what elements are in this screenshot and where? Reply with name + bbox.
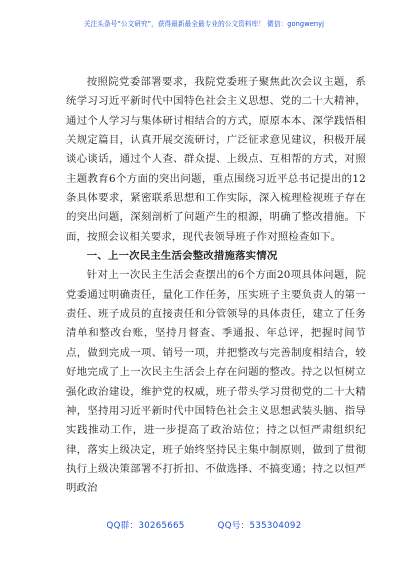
footer-qq-group: QQ群：30265665: [106, 521, 185, 531]
section-paragraph: 针对上一次民主生活会查摆出的6个方面20项具体问题，院党委通过明确责任，量化工作任务，压实班子主要负责人的第一责任、班子成员的直接责任和分管领导的具体责任，建立了任务清单和整改台账，坚持月督查、季通报、年总评，把握时间节点，做到完成一项、销号一项，并把整改与完善制度相结合，较好地完成了上一次民主生活会上存在问题的整改。持之以恒树立强化政治建设，维护党的权威，班子带头学习贯彻党的二十大精神，坚持用习近平新时代中国特色社会主义思想武装头脑、指导实践推动工作，进一步提高了政治站位；持之以恒严肃组织纪律，落实上级决定，班子始终坚持民主集中制原则，做到了贯彻执行上级决策部署不打折扣、不做选择、不搞变通；持之以恒严明政治: [66, 269, 366, 495]
footer: [0, 519, 408, 531]
document-body: [66, 73, 366, 499]
section-heading: 一、上一次民主生活会整改措施落实情况: [86, 250, 278, 263]
footer-qq: QQ号：535304092: [217, 521, 302, 531]
header-note: 关注头条号“公文研究”，获得最新最全最专业的公文资料库！ 微信：gongwenyj: [83, 20, 325, 28]
intro-paragraph: 按照院党委部署要求，我院党委班子聚焦此次会议主题，系统学习习近平新时代中国特色社会主义思想、党的二十大精神，通过个人学习与集体研讨相结合的方式，原原本本、深学践悟相关规定篇目，认真开展交流研讨，广泛征求意见建议，积极开展谈心谈话，通过个人查、群众提、上级点、互相帮的方式，对照主题教育6个方面的突出问题，重点围绕习近平总书记提出的12条具体要求，紧密联系思想和工作实际，深入梳理检视班子存在的突出问题，深刻剖析了问题产生的根源，明确了整改措施。下面，按照会议相关要求，现代表领导班子作对照检查如下。: [66, 76, 366, 243]
